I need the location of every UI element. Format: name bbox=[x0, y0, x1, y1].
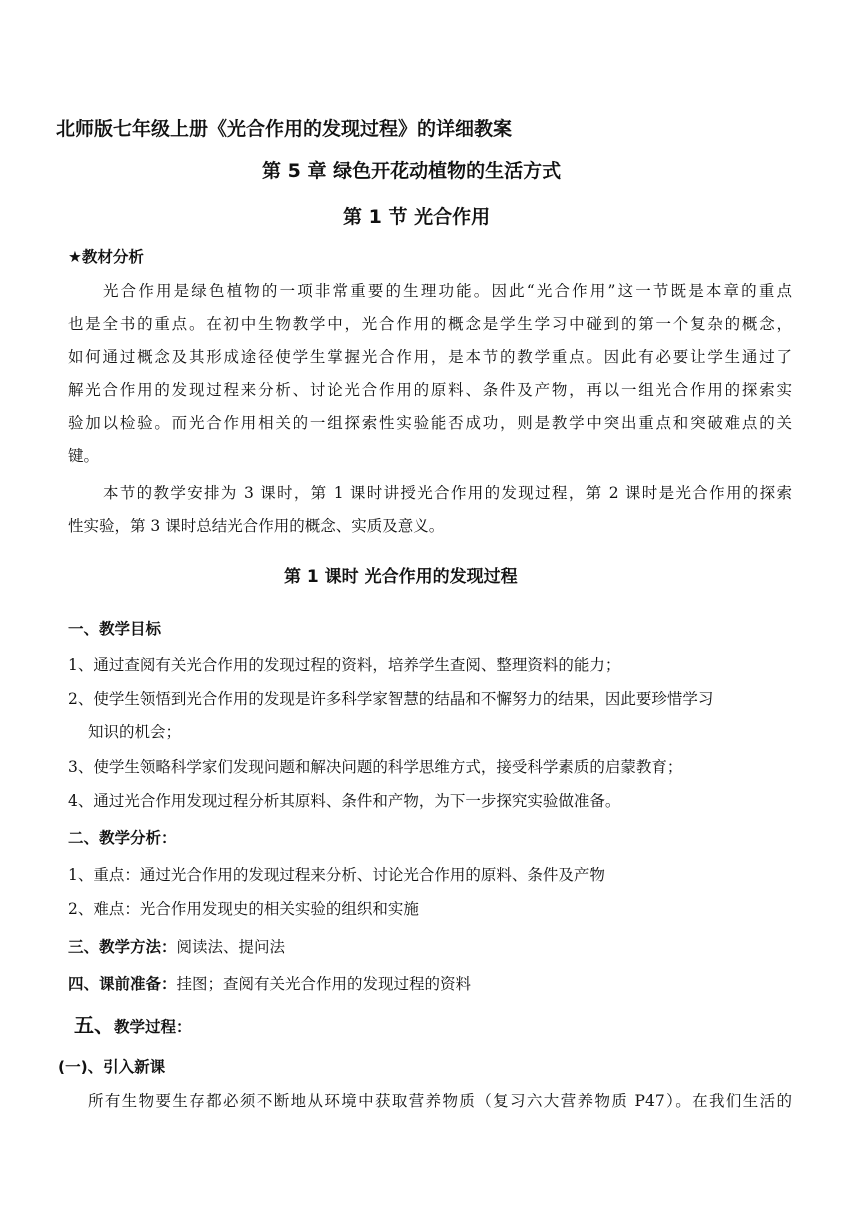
analysis-item: 1、重点：通过光合作用的发现过程来分析、讨论光合作用的原料、条件及产物 bbox=[68, 866, 605, 884]
process-label: 教学过程： bbox=[114, 1018, 192, 1036]
document-title: 北师版七年级上册《光合作用的发现过程》的详细教案 bbox=[56, 118, 513, 140]
section-heading: 第 1 节 光合作用 bbox=[343, 206, 491, 228]
teaching-method-label: 三、教学方法： bbox=[68, 938, 177, 956]
goal-item-continued: 知识的机会； bbox=[88, 723, 182, 741]
analysis-line: 也是全书的重点。在初中生物教学中，光合作用的概念是学生学习中碰到的第一个复杂的概念， bbox=[68, 315, 792, 333]
preparation-row bbox=[68, 973, 471, 995]
analysis-line: 如何通过概念及其形成途径使学生掌握光合作用，是本节的教学重点。因此有必要让学生通过了 bbox=[68, 348, 792, 366]
process-heading bbox=[74, 1014, 192, 1038]
teaching-method-text: 阅读法、提问法 bbox=[176, 938, 286, 956]
analysis-line: 光合作用是绿色植物的一项非常重要的生理功能。因此“光合作用”这一节既是本章的重点 bbox=[103, 282, 792, 300]
intro-heading: (一)、引入新课 bbox=[58, 1058, 166, 1076]
chapter-heading: 第 5 章 绿色开花动植物的生活方式 bbox=[262, 160, 562, 182]
goal-item: 1、通过查阅有关光合作用的发现过程的资料，培养学生查阅、整理资料的能力； bbox=[68, 656, 621, 674]
analysis-line: 键。 bbox=[68, 447, 100, 465]
teaching-method-row bbox=[68, 936, 285, 958]
goal-item: 4、通过光合作用发现过程分析其原料、条件和产物，为下一步探究实验做准备。 bbox=[68, 792, 621, 810]
analysis-item: 2、难点：光合作用发现史的相关实验的组织和实施 bbox=[68, 900, 419, 918]
schedule-line: 性实验，第 3 课时总结光合作用的概念、实质及意义。 bbox=[68, 517, 445, 535]
preparation-text: 挂图；查阅有关光合作用的发现过程的资料 bbox=[176, 975, 472, 993]
analysis-line: 验加以检验。而光合作用相关的一组探索性实验能否成功，则是教学中突出重点和突破难点的关 bbox=[68, 414, 792, 432]
analysis-heading: ★教材分析 bbox=[68, 248, 144, 266]
schedule-line: 本节的教学安排为 3 课时，第 1 课时讲授光合作用的发现过程，第 2 课时是光合作用的探索 bbox=[103, 484, 792, 502]
goal-item: 3、使学生领略科学家们发现问题和解决问题的科学思维方式，接受科学素质的启蒙教育； bbox=[68, 758, 683, 776]
intro-line: 所有生物要生存都必须不断地从环境中获取营养物质（复习六大营养物质 P47）。在我们生活的 bbox=[88, 1092, 792, 1110]
preparation-label: 四、课前准备： bbox=[68, 975, 177, 993]
goal-item: 2、使学生领悟到光合作用的发现是许多科学家智慧的结晶和不懈努力的结果，因此要珍惜学习 bbox=[68, 690, 714, 708]
goals-heading: 一、教学目标 bbox=[68, 620, 162, 638]
lesson-title: 第 1 课时 光合作用的发现过程 bbox=[284, 567, 518, 587]
analysis-line: 解光合作用的发现过程来分析、讨论光合作用的原料、条件及产物，再以一组光合作用的探索实 bbox=[68, 381, 792, 399]
teaching-analysis-heading: 二、教学分析： bbox=[68, 829, 177, 847]
process-number: 五、 bbox=[74, 1013, 114, 1037]
